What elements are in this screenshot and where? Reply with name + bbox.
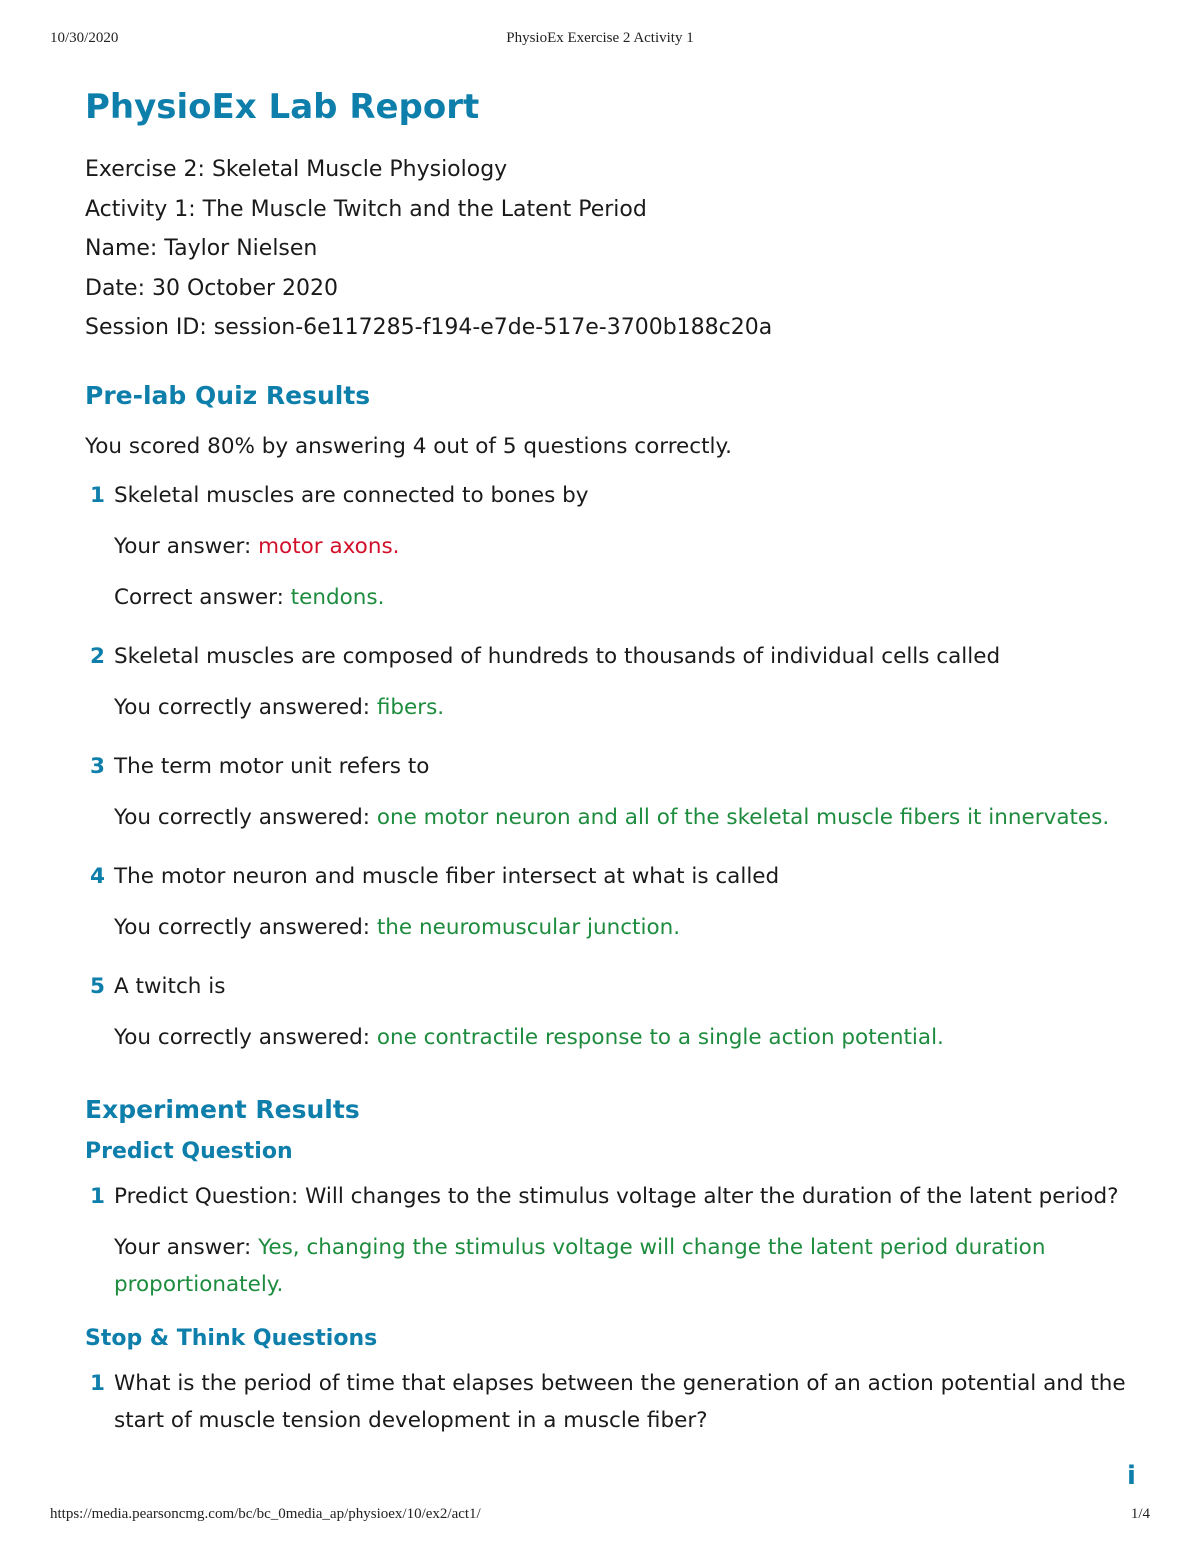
question-number: 1 — [90, 1370, 105, 1396]
predict-answer: Yes, changing the stimulus voltage will change the latent period duration proportionately. — [114, 1234, 1046, 1297]
quiz-question — [85, 638, 1155, 726]
answer-label: Correct answer: — [114, 584, 291, 610]
correct-answer: the neuromuscular junction. — [376, 914, 681, 940]
question-number: 5 — [90, 973, 105, 999]
question-number: 1 — [90, 1183, 105, 1209]
correct-answer: fibers. — [376, 694, 445, 720]
report-content — [85, 84, 1155, 1439]
question-number: 1 — [90, 482, 105, 508]
correct-answer-line — [114, 1019, 1155, 1056]
question-text: Skeletal muscles are composed of hundreds to thousands of individual cells called — [114, 643, 1001, 669]
report-meta — [85, 150, 1155, 348]
question-text: Skeletal muscles are connected to bones by — [114, 482, 589, 508]
question-number: 3 — [90, 753, 105, 779]
your-answer — [114, 1229, 1155, 1303]
correct-answer-line — [114, 689, 1155, 726]
answer-label: Your answer: — [114, 1234, 259, 1260]
question-number: 2 — [90, 643, 105, 669]
answer-label: You correctly answered: — [114, 914, 377, 940]
prelab-heading: Pre-lab Quiz Results — [85, 380, 371, 410]
question-text: Predict Question: Will changes to the stimulus voltage alter the duration of the latent period? — [114, 1183, 1119, 1209]
predict-heading: Predict Question — [85, 1138, 293, 1164]
quiz-question — [85, 477, 1155, 616]
activity-line: Activity 1: The Muscle Twitch and the Latent Period — [85, 196, 647, 222]
quiz-score: You scored 80% by answering 4 out of 5 questions correctly. — [85, 433, 733, 459]
print-footer — [50, 1506, 1150, 1526]
quiz-question — [85, 968, 1155, 1056]
predict-question — [85, 1178, 1155, 1303]
correct-answer: tendons. — [290, 584, 385, 610]
correct-answer-line — [114, 909, 1155, 946]
question-text: What is the period of time that elapses between the generation of an action potential and the start of muscle tension development in a muscle fiber? — [114, 1370, 1126, 1433]
incorrect-answer: motor axons. — [258, 533, 400, 559]
report-date: Date: 30 October 2020 — [85, 275, 338, 301]
answer-label: Your answer: — [114, 533, 259, 559]
print-header — [50, 30, 1150, 50]
answer-label: You correctly answered: — [114, 694, 377, 720]
print-page-title: PhysioEx Exercise 2 Activity 1 — [506, 30, 694, 46]
stop-think-heading: Stop & Think Questions — [85, 1325, 378, 1351]
quiz-question — [85, 748, 1155, 836]
correct-answer: one motor neuron and all of the skeletal muscle fibers it innervates. — [376, 804, 1110, 830]
student-name: Name: Taylor Nielsen — [85, 236, 318, 261]
question-number: 4 — [90, 863, 105, 889]
correct-answer-line — [114, 799, 1155, 836]
info-icon[interactable]: i — [1127, 1461, 1136, 1491]
report-title: PhysioEx Lab Report — [85, 87, 480, 127]
your-answer — [114, 528, 1155, 565]
question-text: The motor neuron and muscle fiber intersect at what is called — [114, 863, 780, 889]
answer-label: You correctly answered: — [114, 804, 377, 830]
correct-answer-line — [114, 579, 1155, 616]
correct-answer: one contractile response to a single action potential. — [376, 1024, 944, 1050]
answer-label: You correctly answered: — [114, 1024, 377, 1050]
session-id: Session ID: session-6e117285-f194-e7de-517e-3700b188c20a — [85, 315, 773, 340]
page-url: https://media.pearsoncmg.com/bc/bc_0media_ap/physioex/10/ex2/act1/ — [50, 1506, 481, 1522]
page-number: 1/4 — [1130, 1506, 1150, 1522]
question-text: A twitch is — [114, 973, 226, 999]
question-text: The term motor unit refers to — [114, 753, 430, 779]
quiz-question — [85, 858, 1155, 946]
stop-think-question — [85, 1365, 1155, 1439]
exercise-line: Exercise 2: Skeletal Muscle Physiology — [85, 157, 508, 182]
experiment-heading: Experiment Results — [85, 1094, 360, 1124]
print-date: 10/30/2020 — [50, 30, 119, 46]
